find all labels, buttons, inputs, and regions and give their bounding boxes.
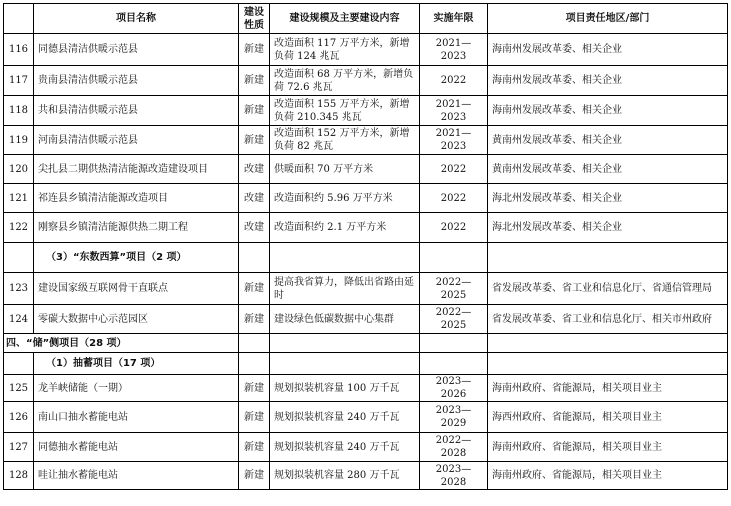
construction-type: 新建 <box>239 305 270 334</box>
responsible-department: 省发展改革委、省工业和信息化厅、相关市州政府 <box>488 305 728 334</box>
implementation-years: 2022—2025 <box>420 305 488 334</box>
construction-type: 新建 <box>239 66 270 96</box>
construction-type: 新建 <box>239 433 270 462</box>
implementation-years: 2022 <box>420 155 488 184</box>
project-name: 龙羊峡储能（一期） <box>34 375 239 402</box>
row-number: 119 <box>4 126 34 155</box>
implementation-years: 2022 <box>420 66 488 96</box>
project-name: 建设国家级互联网骨干直联点 <box>34 273 239 305</box>
section-pumped-storage: （1）抽蓄项目（17 项） <box>34 353 239 375</box>
construction-scale: 规划拟装机容量 280 万千瓦 <box>270 462 420 490</box>
implementation-years: 2023—2026 <box>420 375 488 402</box>
construction-type: 新建 <box>239 375 270 402</box>
section-row <box>4 334 728 353</box>
responsible-department: 省发展改革委、省工业和信息化厅、省通信管理局 <box>488 273 728 305</box>
project-name: 同德县清洁供暖示范县 <box>34 34 239 66</box>
construction-type: 改建 <box>239 155 270 184</box>
construction-scale: 改造面积约 5.96 万平方米 <box>270 184 420 213</box>
construction-scale: 改造面积 152 万平方米，新增负荷 82 兆瓦 <box>270 126 420 155</box>
section-storage: 四、“储”侧项目（28 项） <box>4 334 239 353</box>
responsible-department: 海南州发展改革委、相关企业 <box>488 34 728 66</box>
responsible-department: 海南州发展改革委、相关企业 <box>488 96 728 126</box>
table-row <box>4 34 728 66</box>
construction-type: 新建 <box>239 96 270 126</box>
table-row <box>4 96 728 126</box>
construction-scale: 改造面积 155 万平方米，新增负荷 210.345 兆瓦 <box>270 96 420 126</box>
construction-scale: 规划拟装机容量 240 万千瓦 <box>270 402 420 433</box>
header-dept: 项目责任地区/部门 <box>488 4 728 34</box>
header-no <box>4 4 34 34</box>
table-row <box>4 305 728 334</box>
row-number: 123 <box>4 273 34 305</box>
table-row <box>4 66 728 96</box>
section-east-data-west-compute: （3）“东数西算”项目（2 项） <box>34 243 239 273</box>
responsible-department: 黄南州发展改革委、相关企业 <box>488 126 728 155</box>
row-number: 118 <box>4 96 34 126</box>
construction-scale: 规划拟装机容量 100 万千瓦 <box>270 375 420 402</box>
project-name: 刚察县乡镇清洁能源供热二期工程 <box>34 213 239 243</box>
construction-scale: 改造面积 117 万平方米，新增负荷 124 兆瓦 <box>270 34 420 66</box>
project-name: 南山口抽水蓄能电站 <box>34 402 239 433</box>
responsible-department: 海南州政府、省能源局，相关项目业主 <box>488 462 728 490</box>
construction-type: 新建 <box>239 126 270 155</box>
project-name: 哇让抽水蓄能电站 <box>34 462 239 490</box>
implementation-years: 2023—2029 <box>420 402 488 433</box>
header-scale: 建设规模及主要建设内容 <box>270 4 420 34</box>
row-number: 122 <box>4 213 34 243</box>
header-name: 项目名称 <box>34 4 239 34</box>
table-row <box>4 126 728 155</box>
project-name: 共和县清洁供暖示范县 <box>34 96 239 126</box>
table-row <box>4 273 728 305</box>
construction-type: 新建 <box>239 462 270 490</box>
construction-scale: 改造面积 68 万平方米，新增负荷 72.6 兆瓦 <box>270 66 420 96</box>
responsible-department: 海北州发展改革委、相关企业 <box>488 184 728 213</box>
table-row <box>4 184 728 213</box>
project-name: 零碳大数据中心示范园区 <box>34 305 239 334</box>
header-type: 建设性质 <box>239 4 270 34</box>
responsible-department: 海南州发展改革委、相关企业 <box>488 66 728 96</box>
table-row <box>4 375 728 402</box>
construction-type: 改建 <box>239 213 270 243</box>
implementation-years: 2021—2023 <box>420 34 488 66</box>
construction-type: 改建 <box>239 184 270 213</box>
row-number: 120 <box>4 155 34 184</box>
project-name: 河南县清洁供暖示范县 <box>34 126 239 155</box>
implementation-years: 2022—2028 <box>420 433 488 462</box>
row-number: 117 <box>4 66 34 96</box>
construction-scale: 建设绿色低碳数据中心集群 <box>270 305 420 334</box>
row-number: 127 <box>4 433 34 462</box>
responsible-department: 海西州政府、省能源局，相关项目业主 <box>488 402 728 433</box>
project-name: 贵南县清洁供暖示范县 <box>34 66 239 96</box>
implementation-years: 2021—2023 <box>420 96 488 126</box>
construction-scale: 提高我省算力，降低出省路由延时 <box>270 273 420 305</box>
table-row <box>4 402 728 433</box>
responsible-department: 黄南州发展改革委、相关企业 <box>488 155 728 184</box>
construction-scale: 规划拟装机容量 240 万千瓦 <box>270 433 420 462</box>
implementation-years: 2022 <box>420 213 488 243</box>
row-number: 126 <box>4 402 34 433</box>
section-row <box>4 353 728 375</box>
project-name: 祁连县乡镇清洁能源改造项目 <box>34 184 239 213</box>
construction-type: 新建 <box>239 273 270 305</box>
construction-type: 新建 <box>239 402 270 433</box>
row-number: 125 <box>4 375 34 402</box>
project-name: 尖扎县二期供热清洁能源改造建设项目 <box>34 155 239 184</box>
construction-scale: 供暖面积 70 万平方米 <box>270 155 420 184</box>
responsible-department: 海南州政府、省能源局，相关项目业主 <box>488 375 728 402</box>
table-row <box>4 433 728 462</box>
project-name: 同德抽水蓄能电站 <box>34 433 239 462</box>
table-row <box>4 462 728 490</box>
responsible-department: 海北州发展改革委、相关企业 <box>488 213 728 243</box>
header-years: 实施年限 <box>420 4 488 34</box>
section-row <box>4 243 728 273</box>
implementation-years: 2023—2028 <box>420 462 488 490</box>
responsible-department: 海南州政府、省能源局，相关项目业主 <box>488 433 728 462</box>
row-number: 121 <box>4 184 34 213</box>
header-row <box>4 4 728 34</box>
implementation-years: 2022 <box>420 184 488 213</box>
construction-type: 新建 <box>239 34 270 66</box>
table-row <box>4 155 728 184</box>
table-row <box>4 213 728 243</box>
implementation-years: 2022—2025 <box>420 273 488 305</box>
project-table <box>3 3 728 490</box>
construction-scale: 改造面积约 2.1 万平方米 <box>270 213 420 243</box>
implementation-years: 2021—2023 <box>420 126 488 155</box>
row-number: 128 <box>4 462 34 490</box>
row-number: 124 <box>4 305 34 334</box>
row-number: 116 <box>4 34 34 66</box>
